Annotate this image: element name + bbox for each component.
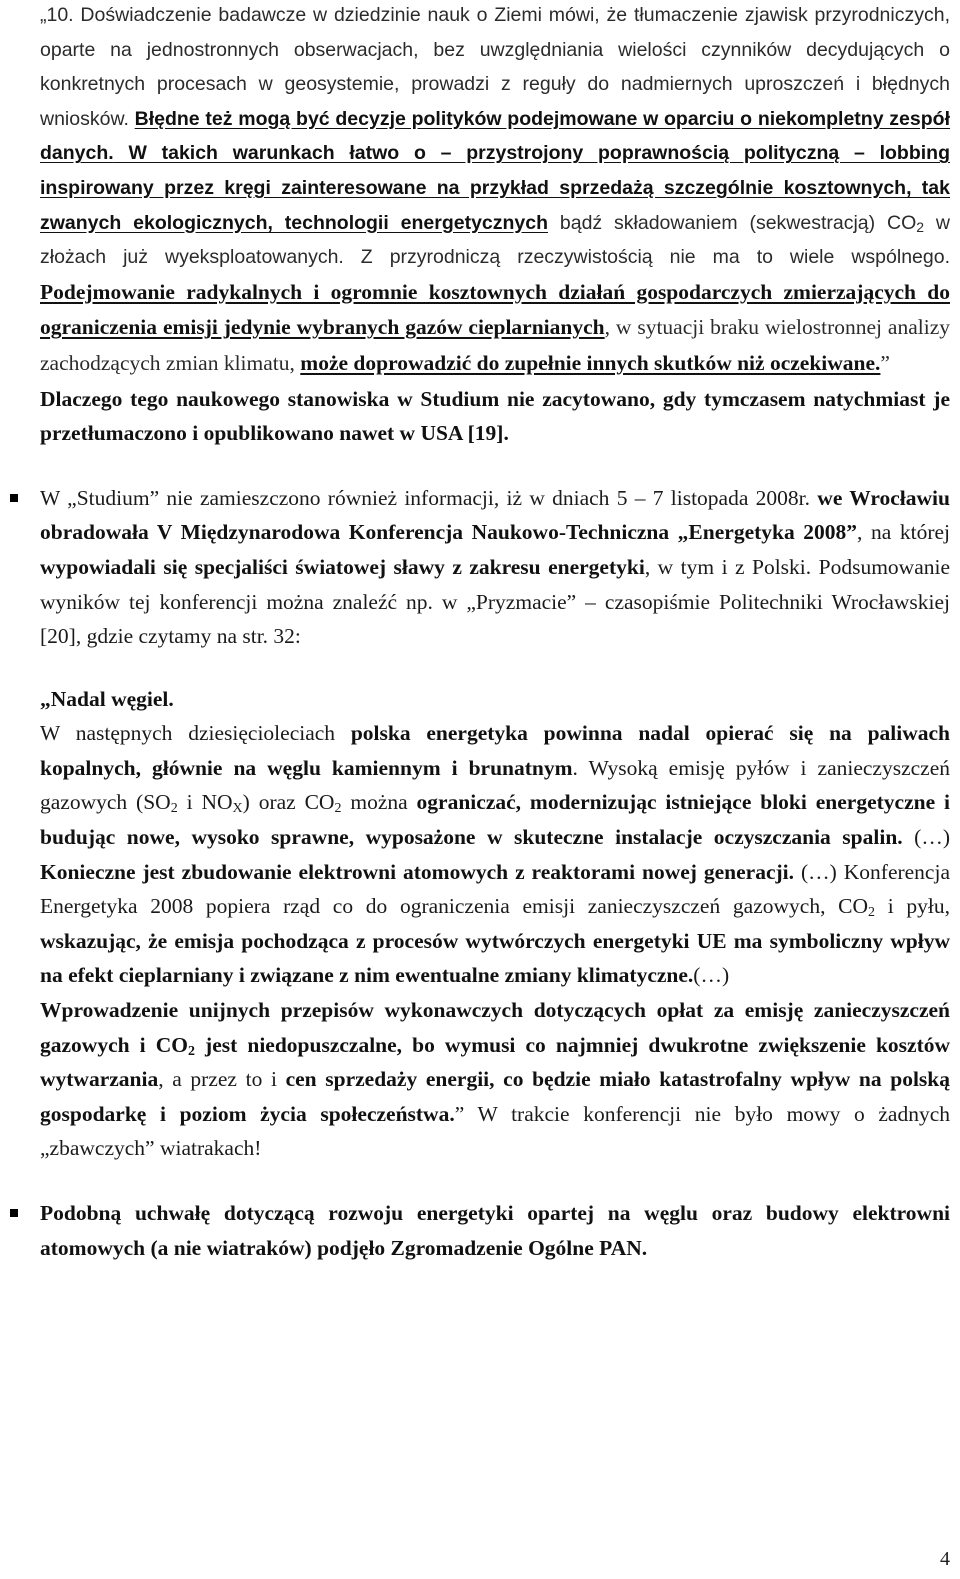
subscript: 2 — [868, 905, 876, 921]
text-run-bold-underlined: Błędne też mogą być decyzje polityków podejmowane w oparciu o niekompletny zespół danych. — [40, 107, 950, 165]
text-run: , na której — [857, 520, 950, 545]
bullet-item-studium — [40, 481, 950, 654]
text-run-bold: polska energetyka powinna nadal opierać się na paliwach kopalnych, głównie na węglu kamiennym i brunatnym — [40, 721, 951, 780]
text-run-bold: Konieczne jest zbudowanie elektrowni atomowych z reaktorami nowej generacji. — [40, 859, 795, 884]
text-run-bold: Wprowadzenie unijnych przepisów wykonawczych dotyczących opłat za emisję zanieczyszczeń gazowych i CO — [40, 998, 950, 1057]
quote-heading: „Nadal węgiel. — [40, 686, 174, 711]
text-run-bold-underlined: może doprowadzić do zupełnie innych skutków niż oczekiwane. — [300, 350, 881, 375]
subscript: 2 — [187, 1043, 195, 1059]
bullet-icon — [10, 494, 18, 502]
text-run: (…) — [693, 963, 730, 988]
paragraph-pan-resolution: Podobną uchwałę dotyczącą rozwoju energetyki opartej na węglu oraz budowy elektrowni atomowych (a nie wiatraków) podjęło Zgromadzenie Ogólne PAN. — [40, 1201, 950, 1260]
paragraph-quote-pryzmat — [40, 716, 950, 993]
text-run: , w sytuacji braku wielostronnej analizy zachodzących zmian klimatu, — [40, 315, 950, 375]
text-run: i pyłu, — [875, 894, 950, 919]
text-run-bold: we Wrocławiu obradowała V Międzynarodowa Konferencja Naukowo-Techniczna „Energetyka 2008” — [40, 485, 950, 545]
paragraph-conference — [40, 481, 950, 654]
page-number: 4 — [940, 1548, 950, 1570]
subscript: 2 — [334, 801, 342, 817]
text-run: W następnych dziesięcioleciach — [40, 721, 351, 746]
text-run: w złożach już wyeksploatowanych. Z przyrodniczą rzeczywistością nie ma to wiele wspólnego. — [40, 211, 951, 269]
text-run: bądź składowaniem (sekwestracją) CO — [548, 211, 917, 234]
text-run: i NO — [177, 790, 233, 815]
text-run: W „Studium” nie zamieszczono również informacji, iż w dniach 5 – 7 listopada 2008r. — [40, 485, 818, 510]
text-run: ” W trakcie konferencji nie było mowy o żadnych „zbawczych” wiatrakach! — [40, 1101, 951, 1161]
paragraph-quote-10 — [40, 0, 950, 382]
text-run: (…) — [902, 825, 950, 850]
text-run: , a przez to i — [158, 1067, 286, 1092]
text-run-bold: wskazując, że emisja pochodząca z procesów wytwórczych energetyki UE ma symboliczny wpływ na efekt cieplarniany i związane z nim ewentualne zmiany klimatyczne. — [40, 928, 950, 988]
text-run: , w tym i z Polski. Podsumowanie wyników tej konferencji można znaleźć np. w „Pryzmacie” – czasopiśmie Politechniki Wrocławskiej [20], gdzie czytamy na str. 32: — [40, 554, 950, 649]
subscript: 2 — [916, 218, 925, 235]
text-run: . Wysoką emisję pyłów i zanieczyszczeń gazowych (SO — [40, 755, 950, 815]
document-page — [40, 0, 950, 1265]
text-run: (…) Konferencja Energetyka 2008 popiera rząd co do ograniczenia emisji zanieczyszczeń gazowych, CO — [40, 859, 950, 919]
bullet-item-pan — [40, 1196, 950, 1265]
paragraph-question: Dlaczego tego naukowego stanowiska w Studium nie zacytowano, gdy tymczasem natychmiast je przetłumaczono i opublikowano nawet w USA [19]. — [40, 386, 950, 446]
text-run: „10. Doświadczenie badawcze w dziedzinie nauk o Ziemi mówi, że tłumaczenie zjawisk przyrodniczych, oparte na jednostronnych obserwacjach, bez uwzględniania wielości czynników decydujących o konkretnych procesach w geosystemie, prowadzi z reguły do nadmiernych uproszczeń i błędnych wniosków. — [40, 4, 950, 130]
text-run-bold: jest niedopuszczalne, bo wymusi co najmniej dwukrotne zwiększenie kosztów wytwarzania — [40, 1032, 951, 1092]
text-run-bold-underlined: W takich warunkach łatwo o – przystrojony poprawnością polityczną – lobbing inspirowany przez kręgi zainteresowane na przykład sprzedażą szczególnie kosztownych, tak zwanych ekologicznych, technologii energetycznych — [40, 142, 950, 234]
subscript: 2 — [170, 801, 178, 817]
text-run: można — [341, 790, 417, 815]
text-run-bold: ograniczać, modernizując istniejące bloki energetyczne i budując nowe, wysoko sprawne, wyposażone w skuteczne instalacje oczyszczania spalin. — [40, 790, 950, 850]
text-run-bold: wypowiadali się specjaliści światowej sławy z zakresu energetyki — [40, 554, 645, 579]
paragraph-quote-regulations — [40, 993, 950, 1166]
subscript: X — [232, 801, 243, 817]
text-run: ” — [880, 350, 890, 375]
bullet-icon — [10, 1209, 18, 1217]
text-run: ) oraz CO — [242, 790, 335, 815]
text-run-bold-underlined: Podejmowanie radykalnych i ogromnie kosztownych działań gospodarczych zmierzających do ograniczenia emisji jedynie wybranych gazów cieplarnianych — [40, 279, 950, 340]
text-run-bold: cen sprzedaży energii, co będzie miało katastrofalny wpływ na polską gospodarkę i poziom życia społeczeństwa. — [40, 1067, 951, 1126]
